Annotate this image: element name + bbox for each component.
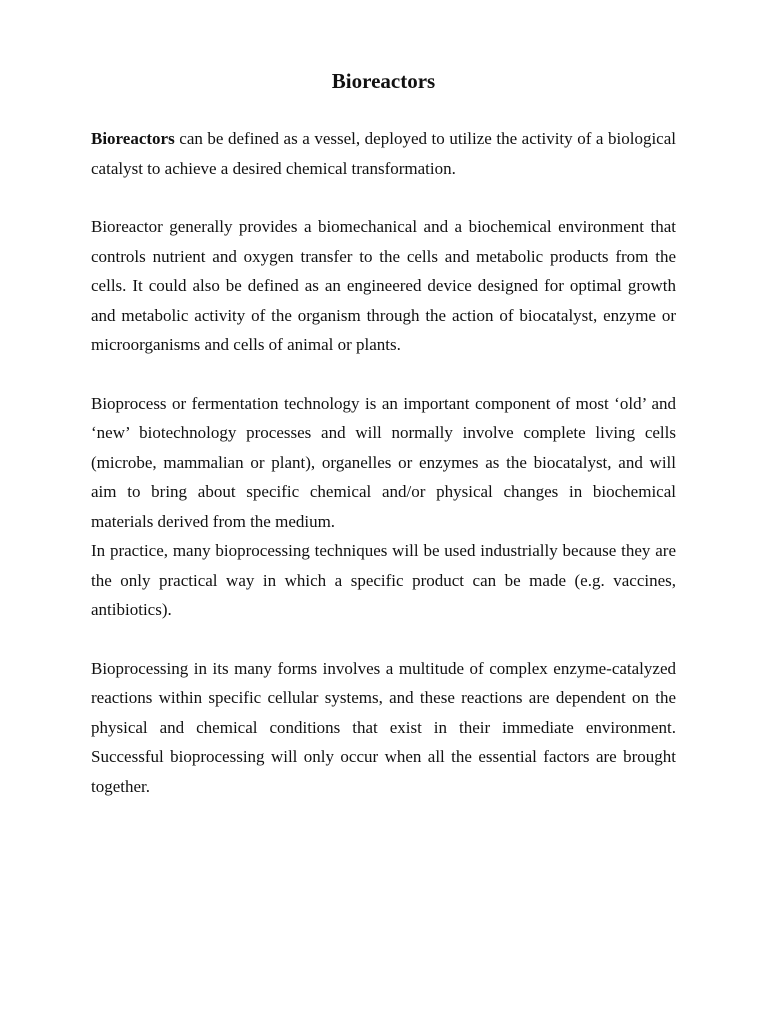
page-title: Bioreactors [331, 69, 436, 93]
document-page [91, 66, 676, 801]
definition-term: Bioreactors [91, 129, 175, 148]
definition-text: can be defined as a vessel, deployed to utilize the activity of a biological catalyst to achieve a desired chemical transformation. [91, 129, 676, 178]
paragraph-practice: In practice, many bioprocessing techniques will be used industrially because they are the only practical way in which a specific product can be made (e.g. vaccines, antibiotics). [91, 541, 676, 619]
paragraph-bioprocess: Bioprocess or fermentation technology is an important component of most ‘old’ and ‘new’ biotechnology processes and will normally involve complete living cells (microbe, mammalian or plant), organelles or enzymes as the biocatalyst, and will aim to bring about specific chemical and/or physical changes in biochemical materials derived from the medium. [91, 393, 676, 531]
paragraph-definition [91, 124, 676, 183]
paragraph-bioprocessing: Bioprocessing in its many forms involves a multitude of complex enzyme-catalyzed reactions within specific cellular systems, and these reactions are dependent on the physical and chemical conditions that exist in their immediate environment. Successful bioprocessing will only occur when all the essential factors are brought together. [91, 658, 676, 796]
paragraph-environment: Bioreactor generally provides a biomechanical and a biochemical environment that controls nutrient and oxygen transfer to the cells and metabolic products from the cells. It could also be defined as an engineered device designed for optimal growth and metabolic activity of the organism through the action of biocatalyst, enzyme or microorganisms and cells of animal or plants. [91, 217, 676, 354]
